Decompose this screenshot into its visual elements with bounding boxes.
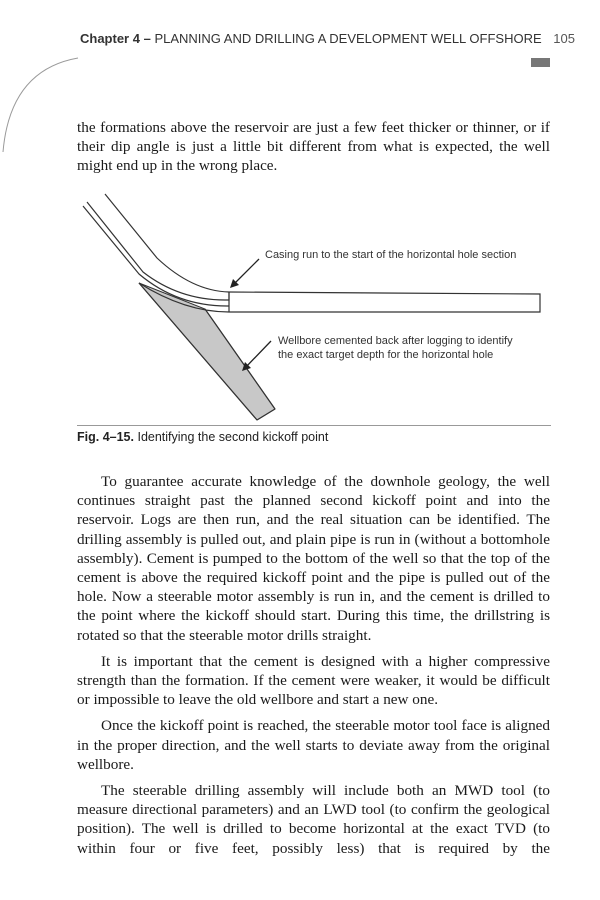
paragraph: Once the kickoff point is reached, the steerable motor tool face is aligned in the proper direction, and the well starts to deviate away from the original wellbore. xyxy=(77,717,550,773)
figure-divider xyxy=(77,425,551,426)
wellbore-wall xyxy=(87,202,229,300)
page-number: 105 xyxy=(553,31,575,46)
chapter-title: PLANNING AND DRILLING A DEVELOPMENT WELL OFFSHORE xyxy=(154,31,542,46)
casing-label-arrow xyxy=(233,259,259,285)
wellbore-diagram xyxy=(77,188,551,424)
main-text xyxy=(77,472,550,858)
figure-caption xyxy=(77,430,551,444)
caption-text: Identifying the second kickoff point xyxy=(137,430,329,444)
chapter-label: Chapter 4 – xyxy=(80,31,151,46)
cement-plug xyxy=(139,283,275,420)
cement-label-arrow xyxy=(245,341,271,368)
caption-label: Fig. 4–15. xyxy=(77,430,134,444)
intro-paragraph: the formations above the reservoir are just a few feet thicker or thinner, or if their dip angle is just a little bit different from what is expected, the well might end up in the wrong place. xyxy=(77,119,550,175)
cement-label-line2: the exact target depth for the horizontal hole xyxy=(278,349,494,361)
casing-label: Casing run to the start of the horizontal hole section xyxy=(265,249,517,261)
paragraph: To guarantee accurate knowledge of the downhole geology, the well continues straight past the planned second kickoff point and into the reservoir. Logs are then run, and the real situation can be identified. The drilling assembly is pulled out, and plain pipe is run in (without a bottomhole assembly). Cement is pumped to the bottom of the well so that the top of the cement is above the required kickoff point and the pipe is pulled out of the hole. Now a steerable motor assembly is run in, and the cement is drilled to the point where the kickoff should start. During this time, the drillstring is rotated so that the steerable motor drills straight. xyxy=(77,473,550,644)
paragraph: It is important that the cement is designed with a higher compressive strength than the formation. If the cement were weaker, it would be difficult or impossible to leave the old wellbore and start a new one. xyxy=(77,652,550,709)
cement-label-line1: Wellbore cemented back after logging to identify xyxy=(278,335,513,347)
header-tab-marker xyxy=(531,58,550,67)
running-header xyxy=(80,31,575,46)
paragraph: The steerable drilling assembly will include both an MWD tool (to measure directional parameters) and an LWD tool (to confirm the geological position). The well is drilled to become horizontal at the exact TVD (to within four or five feet, possibly less) that is required by the xyxy=(77,782,550,857)
page-corner-decoration xyxy=(0,0,80,160)
